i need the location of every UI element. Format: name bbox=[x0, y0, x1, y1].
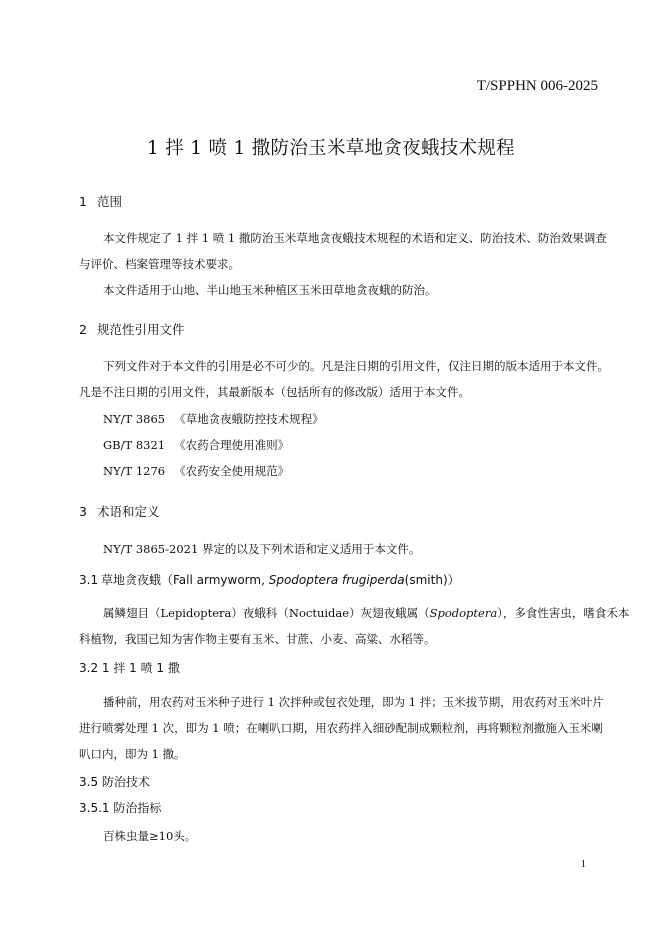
latin-genus: Spodoptera bbox=[429, 606, 498, 620]
reference-code: NY/T 3865 bbox=[103, 412, 166, 426]
reference-item bbox=[103, 411, 324, 427]
subsection-3-2-heading: 3.2 1 拌 1 喷 1 撒 bbox=[79, 661, 180, 675]
section-title: 规范性引用文件 bbox=[97, 322, 185, 337]
reference-item bbox=[103, 463, 289, 479]
paragraph-line: 与评价、档案管理等技术要求。 bbox=[79, 257, 240, 271]
paragraph-line: 进行喷雾处理 1 次，即为 1 喷；在喇叭口期，用农药拌入细砂配制成颗粒剂，再将颗粒剂撒施入玉米喇 bbox=[79, 721, 603, 735]
paragraph-line: 本文件规定了 1 拌 1 喷 1 撒防治玉米草地贪夜蛾技术规程的术语和定义、防治技术、防治效果调查 bbox=[103, 231, 607, 245]
paragraph-line: 百株虫量≥10头。 bbox=[103, 829, 197, 843]
paragraph-line: 科植物，我国已知为害作物主要有玉米、甘蔗、小麦、高粱、水稻等。 bbox=[79, 632, 436, 646]
paragraph-line: 叭口内，即为 1 撒。 bbox=[79, 747, 186, 761]
section-number: 3.1 bbox=[79, 573, 99, 587]
reference-name: 《草地贪夜蛾防控技术规程》 bbox=[174, 412, 324, 426]
subsection-3-5-heading: 3.5 防治技术 bbox=[79, 775, 150, 789]
term-heading-post: (smith)） bbox=[404, 573, 460, 587]
subsection-3-5-1-heading: 3.5.1 防治指标 bbox=[79, 801, 162, 815]
paragraph-line: 凡是不注日期的引用文件，其最新版本（包括所有的修改版）适用于本文件。 bbox=[79, 385, 470, 399]
section-2-heading bbox=[79, 320, 185, 338]
document-title: 1 拌 1 喷 1 撒防治玉米草地贪夜蛾技术规程 bbox=[147, 138, 515, 159]
text-segment: 属鳞翅目（Lepidoptera）夜蛾科（Noctuidae）灰翅夜蛾属（ bbox=[103, 606, 430, 620]
section-title: 范围 bbox=[97, 194, 123, 209]
text-segment: ），多食性害虫，嗜食禾本 bbox=[497, 606, 630, 620]
paragraph-line: 下列文件对于本文件的引用是必不可少的。凡是注日期的引用文件，仅注日期的版本适用于本文件。 bbox=[103, 359, 609, 373]
section-1-heading bbox=[79, 192, 122, 210]
paragraph-line bbox=[103, 605, 629, 621]
section-title: 术语和定义 bbox=[97, 504, 160, 519]
reference-name: 《农药合理使用准则》 bbox=[174, 438, 290, 452]
section-number: 3 bbox=[79, 504, 87, 519]
reference-item bbox=[103, 437, 289, 453]
paragraph-line: 播种前，用农药对玉米种子进行 1 次拌种或包衣处理，即为 1 拌；玉米拔节期，用农药对玉米叶片 bbox=[103, 695, 604, 709]
page-number: 1 bbox=[580, 858, 586, 870]
section-3-heading bbox=[79, 502, 160, 520]
document-code: T/SPPHN 006-2025 bbox=[476, 78, 598, 94]
reference-code: GB/T 8321 bbox=[103, 438, 166, 452]
term-latin-name: Spodoptera frugiperda bbox=[268, 573, 405, 587]
section-number: 1 bbox=[79, 194, 87, 209]
paragraph-line: 本文件适用于山地、半山地玉米种植区玉米田草地贪夜蛾的防治。 bbox=[103, 283, 437, 297]
paragraph-line: NY/T 3865-2021 界定的以及下列术语和定义适用于本文件。 bbox=[103, 542, 421, 556]
section-number: 2 bbox=[79, 322, 87, 337]
term-heading-pre: 草地贪夜蛾（Fall armyworm, bbox=[101, 573, 269, 587]
subsection-3-1-heading bbox=[79, 571, 460, 588]
reference-name: 《农药安全使用规范》 bbox=[174, 464, 290, 478]
reference-code: NY/T 1276 bbox=[103, 464, 166, 478]
